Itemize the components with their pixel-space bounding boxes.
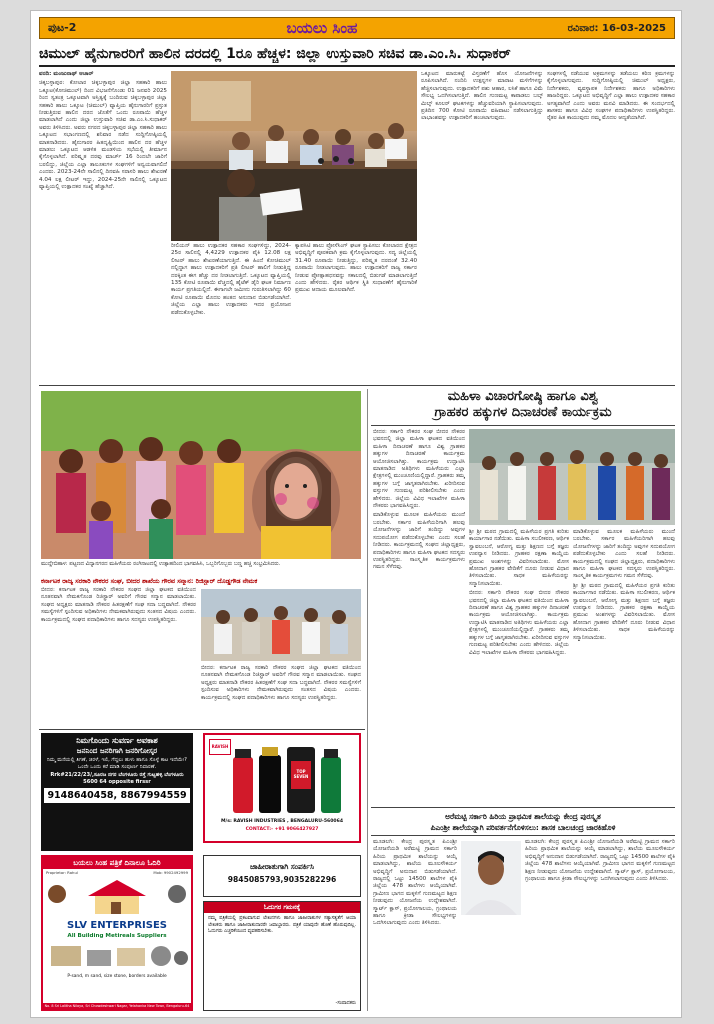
story4-text-2: ಮೂಡಲಗಿ: ಕೇಂದ್ರ ಪುರಸ್ಕೃತ ಪಿಎಂಶ್ರೀ ಯೋಜನೆಯಡಿ ಅರೆಮಟ್ಟಿ ಗ್ರಾಮದ ಸರ್ಕಾರಿ ಹಿರಿಯ ಪ್ರಾಥಮಿಕ ಶಾಲೆಯನ್ನು ಆಯ್ಕೆ ಮಾಡಲಾಗಿದ್ದು, ಶಾಲೆಯ ಮೂಲಸೌಕರ್ಯ ಅಭಿವೃದ್ಧಿಗೆ ಅನುದಾನ ಬಿಡುಗಡೆಯಾಗಿದೆ. ರಾಜ್ಯದಲ್ಲಿ ಒಟ್ಟು 14500 ಶಾಲೆಗಳ ಪೈಕಿ ಜಿಲ್ಲೆಯ 478 ಶಾಲೆಗಳು ಆಯ್ಕೆಯಾಗಿವೆ. ಗ್ರಾಮೀಣ ಭಾಗದ ಮಕ್ಕಳಿಗೆ ಗುಣಮಟ್ಟದ ಶಿಕ್ಷಣ ನೀಡುವುದು ಯೋಜನೆಯ ಉದ್ದೇಶವಾಗಿದೆ. ಸ್ಮಾರ್ಟ್ ಕ್ಲಾಸ್, ಪ್ರಯೋಗಾಲಯ, ಗ್ರಂಥಾಲಯ ಹಾಗೂ ಕ್ರೀಡಾ ಸೌಲಭ್ಯಗಳನ್ನು ಒದಗಿಸಲಾಗುವುದು ಎಂದು ತಿಳಿಸಿದರು. [525, 839, 675, 883]
lead-column-3 [295, 243, 417, 381]
slv-address: No. 8 Sri Lalitha Nilaya, Sri Chowdeshwari Nagar, Yelahanka New Town, Bengaluru-64 [44, 1004, 190, 1008]
story2-column-1 [373, 429, 465, 803]
lead-text-2: ರೀಲಿಯನ್ ಹಾಲು ಉತ್ಪಾದಕರ ಸಹಕಾರ ಸಂಘಗಳಿದ್ದು, 2024-25ರ ಸಾಲಿನಲ್ಲಿ 4,4229 ಉತ್ಪಾದಕರ ಪೈಕಿ 12.08 ಲಕ್ಷ ಲೀಟರ್ ಹಾಲು ಶೇಖರಣೆಯಾಗುತ್ತಿದೆ. ಈ ಹಿಂದೆ ಕೋಚಿಮುಲ್ ನಲ್ಲಿದ್ದಾಗ ಹಾಲು ಉತ್ಪಾದಕರಿಗೆ ಪ್ರತಿ ಲೀಟರ್ ಹಾಲಿಗೆ ನೀಡುತ್ತಿದ್ದ ದರಕ್ಕಿಂತ ಈಗ ಹೆಚ್ಚು ದರ ನೀಡಲಾಗುತ್ತಿದೆ. ಒಕ್ಕೂಟದ ವ್ಯಾಪ್ತಿಯಲ್ಲಿ 135 ಕೋಟಿ ರೂಪಾಯಿ ವೆಚ್ಚದಲ್ಲಿ ಹೈಟೆಕ್ ಡೈರಿ ಘಟಕ ನಿರ್ಮಾಣ ಕಾರ್ಯ ಪ್ರಗತಿಯಲ್ಲಿದೆ. ಈಗಾಗಲೇ ಜಮೀನು ಗುರುತಿಸಲಾಗಿದ್ದು 60 ಕೋಟಿ ರೂಪಾಯಿ ಮೊದಲ ಹಂತದ ಅನುದಾನ ಬಿಡುಗಡೆಯಾಗಿದೆ. ಜಿಲ್ಲೆಯ ಎಲ್ಲಾ ಹಾಲು ಉತ್ಪಾದಕರು ಇದರ ಪ್ರಯೋಜನ ಪಡೆದುಕೊಳ್ಳಬೇಕು. [171, 243, 291, 316]
story2-headline [371, 389, 675, 421]
pest-control-ad [41, 733, 193, 851]
headline-rule [39, 65, 675, 67]
lead-column-1 [39, 71, 167, 381]
lead-column-5 [547, 71, 675, 381]
story2-group-photo [469, 429, 675, 525]
portrait-illustration [461, 841, 521, 915]
slv-proprietor: Proprietor: Rahul [46, 870, 78, 875]
press-meet-illustration [171, 71, 417, 241]
story4-text-1: ಮೂಡಲಗಿ: ಕೇಂದ್ರ ಪುರಸ್ಕೃತ ಪಿಎಂಶ್ರೀ ಯೋಜನೆಯಡಿ ಅರೆಮಟ್ಟಿ ಗ್ರಾಮದ ಸರ್ಕಾರಿ ಹಿರಿಯ ಪ್ರಾಥಮಿಕ ಶಾಲೆಯನ್ನು ಆಯ್ಕೆ ಮಾಡಲಾಗಿದ್ದು, ಶಾಲೆಯ ಮೂಲಸೌಕರ್ಯ ಅಭಿವೃದ್ಧಿಗೆ ಅನುದಾನ ಬಿಡುಗಡೆಯಾಗಿದೆ. ರಾಜ್ಯದಲ್ಲಿ ಒಟ್ಟು 14500 ಶಾಲೆಗಳ ಪೈಕಿ ಜಿಲ್ಲೆಯ 478 ಶಾಲೆಗಳು ಆಯ್ಕೆಯಾಗಿವೆ. ಗ್ರಾಮೀಣ ಭಾಗದ ಮಕ್ಕಳಿಗೆ ಗುಣಮಟ್ಟದ ಶಿಕ್ಷಣ ನೀಡುವುದು ಯೋಜನೆಯ ಉದ್ದೇಶವಾಗಿದೆ. ಸ್ಮಾರ್ಟ್ ಕ್ಲಾಸ್, ಪ್ರಯೋಗಾಲಯ, ಗ್ರಂಥಾಲಯ ಹಾಗೂ ಕ್ರೀಡಾ ಸೌಲಭ್ಯಗಳನ್ನು ಒದಗಿಸಲಾಗುವುದು ಎಂದು ತಿಳಿಸಿದರು. [373, 839, 457, 927]
slv-house-illustration [43, 876, 191, 916]
masthead [39, 17, 675, 39]
lead-column-2 [171, 243, 291, 381]
svg-text:ॐ: ॐ [113, 884, 120, 892]
ravish-contact[interactable]: CONTACT:- +91 9066427927 [245, 827, 319, 832]
reader-notice-box [203, 901, 361, 1011]
story2-text-1b: ಮಾಡಿಕೊಳ್ಳುವ ಮೂಲಕ ಮಹಿಳೆಯರು ಮುಂದೆ ಬರಬೇಕು. ಸರ್ಕಾರ ಮಹಿಳೆಯರಿಗಾಗಿ ಹಲವು ಯೋಜನೆಗಳನ್ನು ಜಾರಿಗೆ ತಂದಿದ್ದು ಅವುಗಳ ಸದುಪಯೋಗ ಪಡೆದುಕೊಳ್ಳಬೇಕು ಎಂದು ಸಲಹೆ ನೀಡಿದರು. ಕಾರ್ಯಕ್ರಮದಲ್ಲಿ ಸಂಘದ ಜಿಲ್ಲಾಧ್ಯಕ್ಷರು, ಪದಾಧಿಕಾರಿಗಳು ಹಾಗೂ ಮಹಿಳಾ ಘಟಕದ ಸದಸ್ಯರು ಉಪಸ್ಥಿತರಿದ್ದರು. ಸಾಂಸ್ಕೃತಿಕ ಕಾರ್ಯಕ್ರಮಗಳು ಗಮನ ಸೆಳೆದವು. [373, 512, 465, 571]
holi-photo-caption: ಮುದ್ದೇಬಿಹಾಳ: ಪಟ್ಟಣದ ವಿದ್ಯಾನಗರದ ಮಹಿಳೆಯರು ರಂಗಿನಾಟದಲ್ಲಿ ಉತ್ಸಾಹದಿಂದ ಭಾಗವಹಿಸಿ, ಒಬ್ಬರಿಗೊಬ್ಬರು ಬಣ್ಣ ಹಚ್ಚಿ ಸಂಭ್ರಮಿಸಿದರು. [41, 561, 281, 567]
pest-ad-title: ನಿಮಗೊಂದು ಸುವರ್ಣ ಅವಕಾಶ [76, 736, 158, 745]
story4-column-1 [373, 839, 457, 1011]
story3-photo [201, 589, 361, 661]
ravish-logo: RAVISH [209, 739, 231, 755]
story4-column-2 [525, 839, 675, 1011]
felicitation-illustration [201, 589, 361, 661]
lead-column-4 [421, 71, 543, 381]
lead-text-5: ಸಂಘಗಳಲ್ಲಿ ನಡೆಯುವ ಅಕ್ರಮಗಳನ್ನು ತಡೆಯಲು ಕಠಿಣ ಕ್ರಮಗಳನ್ನು ಕೈಗೊಳ್ಳಲಾಗುವುದು. ಸುದ್ದಿಗೋಷ್ಠಿಯಲ್ಲಿ ಚಿಮುಲ್ ಅಧ್ಯಕ್ಷರು, ನಿರ್ದೇಶಕರು, ವ್ಯವಸ್ಥಾಪಕ ನಿರ್ದೇಶಕರು ಹಾಗೂ ಅಧಿಕಾರಿಗಳು ಹಾಜರಿದ್ದರು. ಒಕ್ಕೂಟದ ಅಭಿವೃದ್ಧಿಗೆ ಎಲ್ಲಾ ಹಾಲು ಉತ್ಪಾದಕರ ಸಹಕಾರ ಅಗತ್ಯವಾಗಿದೆ ಎಂದು ಅವರು ಮನವಿ ಮಾಡಿದರು. ಈ ಸಂದರ್ಭದಲ್ಲಿ ಶಾಸಕರು ಹಾಗೂ ವಿವಿಧ ಸಂಘಗಳ ಪದಾಧಿಕಾರಿಗಳು ಉಪಸ್ಥಿತರಿದ್ದರು. ರೈತರ ಹಿತ ಕಾಯುವುದು ನಮ್ಮ ಮೊದಲ ಆದ್ಯತೆಯಾಗಿದೆ. [547, 71, 675, 122]
story2-text-1: ಬೀದರ: ಸರ್ಕಾರಿ ನೌಕರರ ಸಂಘ ಬೀದರ ನೌಕರರ ಭವನದಲ್ಲಿ ಜಿಲ್ಲಾ ಮಹಿಳಾ ಘಟಕದ ವತಿಯಿಂದ ಮಹಿಳಾ ದಿನಾಚರಣೆ ಹಾಗೂ ವಿಶ್ವ ಗ್ರಾಹಕರ ಹಕ್ಕುಗಳ ದಿನಾಚರಣೆ ಕಾರ್ಯಕ್ರಮ ಆಯೋಜಿಸಲಾಗಿತ್ತು. ಕಾರ್ಯಕ್ರಮ ಉದ್ಘಾಟಿಸಿ ಮಾತನಾಡಿದ ಅತಿಥಿಗಳು ಮಹಿಳೆಯರು ಎಲ್ಲಾ ಕ್ಷೇತ್ರಗಳಲ್ಲಿ ಮುಂಚೂಣಿಯಲ್ಲಿದ್ದಾರೆ. ಗ್ರಾಹಕರು ತಮ್ಮ ಹಕ್ಕುಗಳ ಬಗ್ಗೆ ಜಾಗೃತರಾಗಿರಬೇಕು. ಖರೀದಿಸುವ ವಸ್ತುಗಳ ಗುಣಮಟ್ಟ ಪರಿಶೀಲಿಸಬೇಕು ಎಂದು ಹೇಳಿದರು. ಜಿಲ್ಲೆಯ ವಿವಿಧ ಇಲಾಖೆಗಳ ಮಹಿಳಾ ನೌಕರರು ಭಾಗವಹಿಸಿದ್ದರು. [373, 429, 465, 510]
lead-byline: ವರದಿ: ಮಂಜುನಾಥ್ ಆಚಾರ್ [39, 71, 94, 77]
story3-text: ಬೀದರ: ಕರ್ನಾಟಕ ರಾಜ್ಯ ಸರಕಾರಿ ನೌಕರರ ಸಂಘದ ಜಿಲ್ಲಾ ಘಟಕದ ವತಿಯಿಂದ ನೂತನವಾಗಿ ನೇಮಕಗೊಂಡ ರಿಜಿಸ್ಟ್ರಾರ್ ಅವರಿಗೆ ಗೌರವ ಸನ್ಮಾನ ಮಾಡಲಾಯಿತು. ಸಂಘದ ಅಧ್ಯಕ್ಷರು ಮಾತನಾಡಿ ನೌಕರರ ಹಿತರಕ್ಷಣೆಗೆ ಸಂಘ ಸದಾ ಬದ್ಧವಾಗಿದೆ. ನೌಕರರ ಸಮಸ್ಯೆಗಳಿಗೆ ಸ್ಪಂದಿಸುವ ಅಧಿಕಾರಿಗಳು ನೇಮಕವಾಗಿರುವುದು ಸಂತಸದ ವಿಷಯ ಎಂದರು. ಕಾರ್ಯಕ್ರಮದಲ್ಲಿ ಸಂಘದ ಪದಾಧಿಕಾರಿಗಳು ಹಾಗೂ ಸದಸ್ಯರು ಉಪಸ್ಥಿತರಿದ್ದರು. [41, 587, 196, 623]
story4-rule [371, 835, 675, 836]
ads-divider [39, 729, 365, 730]
story2-text-2b: ಬೀದರ: ಸರ್ಕಾರಿ ನೌಕರರ ಸಂಘ ಬೀದರ ನೌಕರರ ಭವನದಲ್ಲಿ ಜಿಲ್ಲಾ ಮಹಿಳಾ ಘಟಕದ ವತಿಯಿಂದ ಮಹಿಳಾ ದಿನಾಚರಣೆ ಹಾಗೂ ವಿಶ್ವ ಗ್ರಾಹಕರ ಹಕ್ಕುಗಳ ದಿನಾಚರಣೆ ಕಾರ್ಯಕ್ರಮ ಆಯೋಜಿಸಲಾಗಿತ್ತು. ಕಾರ್ಯಕ್ರಮ ಉದ್ಘಾಟಿಸಿ ಮಾತನಾಡಿದ ಅತಿಥಿಗಳು ಮಹಿಳೆಯರು ಎಲ್ಲಾ ಕ್ಷೇತ್ರಗಳಲ್ಲಿ ಮುಂಚೂಣಿಯಲ್ಲಿದ್ದಾರೆ. ಗ್ರಾಹಕರು ತಮ್ಮ ಹಕ್ಕುಗಳ ಬಗ್ಗೆ ಜಾಗೃತರಾಗಿರಬೇಕು. ಖರೀದಿಸುವ ವಸ್ತುಗಳ ಗುಣಮಟ್ಟ ಪರಿಶೀಲಿಸಬೇಕು ಎಂದು ಹೇಳಿದರು. ಜಿಲ್ಲೆಯ ವಿವಿಧ ಇಲಾಖೆಗಳ ಮಹಿಳಾ ನೌಕರರು ಭಾಗವಹಿಸಿದ್ದರು. [469, 590, 569, 656]
slv-company: SLV ENTERPRISES [67, 920, 167, 931]
story3-text-cont: ಬೀದರ: ಕರ್ನಾಟಕ ರಾಜ್ಯ ಸರಕಾರಿ ನೌಕರರ ಸಂಘದ ಜಿಲ್ಲಾ ಘಟಕದ ವತಿಯಿಂದ ನೂತನವಾಗಿ ನೇಮಕಗೊಂಡ ರಿಜಿಸ್ಟ್ರಾರ್ ಅವರಿಗೆ ಗೌರವ ಸನ್ಮಾನ ಮಾಡಲಾಯಿತು. ಸಂಘದ ಅಧ್ಯಕ್ಷರು ಮಾತನಾಡಿ ನೌಕರರ ಹಿತರಕ್ಷಣೆಗೆ ಸಂಘ ಸದಾ ಬದ್ಧವಾಗಿದೆ. ನೌಕರರ ಸಮಸ್ಯೆಗಳಿಗೆ ಸ್ಪಂದಿಸುವ ಅಧಿಕಾರಿಗಳು ನೇಮಕವಾಗಿರುವುದು ಸಂತಸದ ವಿಷಯ ಎಂದರು. ಕಾರ್ಯಕ್ರಮದಲ್ಲಿ ಸಂಘದ ಪದಾಧಿಕಾರಿಗಳು ಹಾಗೂ ಸದಸ್ಯರು ಉಪಸ್ಥಿತರಿದ್ದರು. [201, 665, 361, 701]
womens-event-illustration [469, 429, 675, 525]
column-divider [367, 389, 368, 1011]
story3-body [41, 587, 196, 725]
lead-headline: ಚಿಮುಲ್ ಹೈನುಗಾರರಿಗೆ ಹಾಲಿನ ದರದಲ್ಲಿ 1ರೂ ಹೆಚ್ಚಳ: ಜಿಲ್ಲಾ ಉಸ್ತುವಾರಿ ಸಚಿವ ಡಾ.ಎಂ.ಸಿ. ಸುಧಾಕರ್ [39, 46, 511, 62]
lead-text-1: ಚಿಕ್ಕಬಳ್ಳಾಪುರ: ಕೋಲಾರ ಚಿಕ್ಕಬಳ್ಳಾಪುರ ಜಿಲ್ಲಾ ಸಹಕಾರಿ ಹಾಲು ಒಕ್ಕೂಟ(ಕೋಚಿಮುಲ್) ದಿಂದ ವಿಭಜನೆಗೊಂಡು 01 ಜನವರಿ 2025 ರಿಂದ ಸ್ವತಂತ್ರ ಒಕ್ಕೂಟವಾಗಿ ಅಸ್ತಿತ್ವಕ್ಕೆ ಬಂದಿರುವ ಚಿಕ್ಕಬಳ್ಳಾಪುರ ಜಿಲ್ಲಾ ಸಹಕಾರಿ ಹಾಲು ಒಕ್ಕೂಟ (ಚಿಮುಲ್) ವ್ಯಾಪ್ತಿಯ ಹೈನುಗಾರರಿಗೆ ಪ್ರಸ್ತುತ ನೀಡುತ್ತಿರುವ ಹಾಲಿನ ದರದ ಜೊತೆಗೆ ಒಂದು ರೂಪಾಯಿ ಹೆಚ್ಚಳ ಮಾಡಲಾಗಿದೆ ಎಂದು ಜಿಲ್ಲಾ ಉಸ್ತುವಾರಿ ಸಚಿವ ಡಾ.ಎಂ.ಸಿ.ಸುಧಾಕರ್ ಅವರು ತಿಳಿಸಿದರು. ಅವರು ನಗರದ ಚಿಕ್ಕಬಳ್ಳಾಪುರ ಜಿಲ್ಲಾ ಸಹಕಾರಿ ಹಾಲು ಒಕ್ಕೂಟದ ಸಭಾಂಗಣದಲ್ಲಿ ಶನಿವಾರ ನಡೆದ ಸುದ್ದಿಗೋಷ್ಠಿಯಲ್ಲಿ ಮಾತನಾಡಿದರು. ಹೈನುಗಾರರ ಹಿತದೃಷ್ಟಿಯಿಂದ ಹಾಲಿನ ದರ ಹೆಚ್ಚಳ ಮಾಡಲು ಒಕ್ಕೂಟದ ಆಡಳಿತ ಮಂಡಳಿಯ ಸಭೆಯಲ್ಲಿ ತೀರ್ಮಾನ ಕೈಗೊಳ್ಳಲಾಗಿದೆ. ಪರಿಷ್ಕೃತ ದರವು ಮಾರ್ಚ್ 16 ರಿಂದಲೇ ಜಾರಿಗೆ ಬರಲಿದ್ದು, ಜಿಲ್ಲೆಯ ಎಲ್ಲಾ ತಾಲೂಕುಗಳ ಸಂಘಗಳಿಗೆ ಅನ್ವಯವಾಗಲಿದೆ ಎಂದರು. 2023-24ನೇ ಸಾಲಿನಲ್ಲಿ ದಿನವಹಿ ಸರಾಸರಿ ಹಾಲು ಶೇಖರಣೆ 4.04 ಲಕ್ಷ ಲೀಟರ್ ಇದ್ದು, 2024-25ನೇ ಸಾಲಿನಲ್ಲಿ ಒಕ್ಕೂಟದ ವ್ಯಾಪ್ತಿಯಲ್ಲಿ ಉತ್ಪಾದಕರ ಸಂಖ್ಯೆ ಹೆಚ್ಚಾಗಿದೆ. [39, 80, 167, 191]
notice-title: ಓದುಗರ ಗಮನಕ್ಕೆ [204, 902, 360, 913]
subscribe-banner: ಬಯಲು ಸಿಂಹ ಪತ್ರಿಕೆ ದಿನಾಲೂ ಓದಿರಿ [43, 857, 191, 869]
story4-headline-line1: ಅರೆಮಟ್ಟಿ ಸರ್ಕಾರಿ ಹಿರಿಯ ಪ್ರಾಥಮಿಕ ಶಾಲೆಯನ್ನು ಕೇಂದ್ರ ಪುರಸ್ಕೃತ [445, 812, 601, 821]
story2-headline-line1: ಮಹಿಳಾ ವಿಚಾರಗೋಷ್ಠಿ ಹಾಗೂ ವಿಶ್ವ [447, 389, 599, 404]
lead-text-4: ಒಕ್ಕೂಟದ ಮಾರುಕಟ್ಟೆ ವಿಸ್ತರಣೆಗೆ ಹೊಸ ಯೋಜನೆಗಳನ್ನು ರೂಪಿಸಲಾಗಿದೆ. ನಂದಿನಿ ಉತ್ಪನ್ನಗಳ ಮಾರಾಟ ಮಳಿಗೆಗಳನ್ನು ಹೆಚ್ಚಿಸಲಾಗುವುದು. ಉತ್ಪಾದಕರಿಗೆ ಪಶು ಆಹಾರ, ಲಸಿಕೆ ಹಾಗೂ ವಿಮೆ ಸೌಲಭ್ಯ ಒದಗಿಸಲಾಗುತ್ತಿದೆ. ಹಾಲಿನ ಗುಣಮಟ್ಟ ಕಾಪಾಡಲು ಬಲ್ಕ್ ಮಿಲ್ಕ್ ಕೂಲರ್ ಘಟಕಗಳನ್ನು ಹೆಚ್ಚುವರಿಯಾಗಿ ಸ್ಥಾಪಿಸಲಾಗುವುದು. ಪ್ರತಿದಿನ 700 ಕೋಟಿ ರೂಪಾಯಿ ವಹಿವಾಟು ನಡೆಸಲಾಗುತ್ತಿದ್ದು ಲಾಭಾಂಶವನ್ನು ಉತ್ಪಾದಕರಿಗೆ ಹಂಚಲಾಗುವುದು. [421, 71, 543, 122]
story4-top-rule [371, 807, 675, 808]
top-seven-label: TOP SEVEN [293, 769, 309, 779]
story3-continued [201, 665, 361, 725]
newspaper-title: ಬಯಲು ಸಿಂಹ [286, 19, 358, 37]
slv-goods: P-sand, m sand, size stone, borders available [67, 974, 167, 979]
holi-celebration-photo [41, 391, 361, 559]
advertise-title: ಜಾಹೀರಾತುಗಾಗಿ ಸಂಪರ್ಕಿಸಿ [250, 862, 314, 871]
notice-body: ನಮ್ಮ ಪತ್ರಿಕೆಯಲ್ಲಿ ಪ್ರಕಟವಾಗುವ ಲೇಖನಗಳು ಹಾಗೂ ಜಾಹೀರಾತುಗಳ ಸತ್ಯಾಸತ್ಯತೆಗೆ ಆಯಾ ಲೇಖಕರು ಹಾಗೂ ಜಾಹೀರಾತುದಾರರೇ ಜವಾಬ್ದಾರರು. ಪತ್ರಿಕೆ ಯಾವುದೇ ಹೊಣೆ ಹೊರುವುದಿಲ್ಲ. ಓದುಗರು ಎಚ್ಚರಿಕೆಯಿಂದ ವ್ಯವಹರಿಸಬೇಕು. [208, 916, 356, 935]
story2-column-2 [469, 529, 569, 803]
pest-ad-body: ನಿಮ್ಮ ಮನೆಯಲ್ಲಿ ತಿಗಣೆ, ಜಿರಳೆ, ಇಲಿ, ಗೆದ್ದಲು ಹುಳು ಹಾಗೂ ಸೊಳ್ಳೆ ಕಾಟ ಇದೆಯೇ? ಒಂದೇ ಒಂದು ಕರೆ ಮಾಡಿ ಸಂಪೂರ್ಣ ನಿವಾರಣೆ. [47, 757, 187, 770]
slv-mobile: Mob: 9902492999 [153, 870, 188, 875]
story4-headline [371, 811, 675, 833]
pest-ad-address: Rrk#21/22/23/,ಸೂರಜ ನಗರ ಬೆಂಗಳೂರು ರಸ್ತೆ ಗುಟ್ಟಹಳ್ಳಿ ಬೆಂಗಳೂರು 5600 64 opposite firssr [50, 772, 184, 785]
advertise-phones[interactable]: 9845085793,9035282296 [227, 875, 337, 884]
story2-headline-line2: ಗ್ರಾಹಕರ ಹಕ್ಕುಗಳ ದಿನಾಚರಣೆ ಕಾರ್ಯಕ್ರಮ [434, 405, 612, 420]
mla-portrait-photo [461, 841, 521, 915]
lead-photo-press-meet [171, 71, 417, 241]
newspaper-page [30, 10, 682, 1018]
slv-tagline: All Building Metireals Suppliers [67, 933, 167, 939]
section-divider [39, 385, 675, 386]
pest-ad-subtitle: ಜನನಿಂದ ಜನರಿಗಾಗಿ ಜನರಿಗೋಸ್ಕರ [76, 746, 158, 755]
story2-text-2: ಶ್ರೀ ಶ್ರೀ ಮಠದ ಗ್ರಾಮದಲ್ಲಿ ಮಹಿಳೆಯರ ಪ್ರಗತಿ ಕುರಿತು ಕಾರ್ಯಾಗಾರ ನಡೆಯಿತು. ಮಹಿಳಾ ಸಬಲೀಕರಣ, ಆರ್ಥಿಕ ಸ್ವಾವಲಂಬನೆ, ಆರೋಗ್ಯ ಮತ್ತು ಶಿಕ್ಷಣದ ಬಗ್ಗೆ ತಜ್ಞರು ಉಪನ್ಯಾಸ ನೀಡಿದರು. ಗ್ರಾಹಕರ ರಕ್ಷಣಾ ಕಾಯ್ದೆಯ ಪ್ರಮುಖ ಅಂಶಗಳನ್ನು ವಿವರಿಸಲಾಯಿತು. ಮೋಸ ಹೋದಾಗ ಗ್ರಾಹಕರ ವೇದಿಕೆಗೆ ದೂರು ನೀಡುವ ವಿಧಾನ ತಿಳಿಸಲಾಯಿತು. ಸಾಧಕ ಮಹಿಳೆಯರನ್ನು ಸನ್ಮಾನಿಸಲಾಯಿತು. [469, 529, 569, 587]
advertise-contact-box [203, 855, 361, 897]
ravish-industries-ad [203, 733, 361, 843]
holi-illustration [41, 391, 361, 559]
slv-enterprises-ad [41, 855, 193, 1011]
story4-headline-line2: ಪಿಎಂಶ್ರೀ ಶಾಲೆಯನ್ನಾಗಿ ಪರಿವರ್ತನೆಗೊಳಿಸಲು: ಶಾಸಕ ಬಾಲಚಂದ್ರ ಜಾರಕಿಹೊಳಿ [430, 823, 616, 832]
lead-text-3: ಕ್ಯಾಪಸಿಟಿ ಹಾಲು ಪ್ರೋಸೆಸಿಂಗ್ ಘಟಕ ಸ್ಥಾಪಿಸಲು ಕೋಲಾರದ ಕ್ಷೇತ್ರದ ಅಭಿವೃದ್ಧಿಗೆ ಪೂರಕವಾಗಿ ಕ್ರಮ ಕೈಗೊಳ್ಳಲಾಗುವುದು. ಸದ್ಯ ಜಿಲ್ಲೆಯಲ್ಲಿ 31.40 ರೂಪಾಯಿ ನೀಡುತ್ತಿದ್ದು, ಪರಿಷ್ಕೃತ ದರದಂತೆ 32.40 ರೂಪಾಯಿ ನೀಡಲಾಗುವುದು. ಹಾಲು ಉತ್ಪಾದಕರಿಗೆ ರಾಜ್ಯ ಸರ್ಕಾರ ನೀಡುವ ಪ್ರೋತ್ಸಾಹಧನವನ್ನು ಸಕಾಲದಲ್ಲಿ ಬಿಡುಗಡೆ ಮಾಡಲಾಗುತ್ತಿದೆ ಎಂದು ಹೇಳಿದರು. ರೈತರ ಆರ್ಥಿಕ ಸ್ಥಿತಿ ಸುಧಾರಣೆಗೆ ಹೈನುಗಾರಿಕೆ ಪ್ರಮುಖ ಆದಾಯ ಮೂಲವಾಗಿದೆ. [295, 243, 417, 294]
story3-headline: ಕರ್ನಾಟಕ ರಾಜ್ಯ ಸರಕಾರಿ ನೌಕರರ ಸಂಘ, ಬೀದರ ಶಾಖೆಯ ಗೌರವ ಸನ್ಮಾನ: ರಿಜಿಸ್ಟ್ರಾರ್ ದೊಡ್ಡಗೌಡ ನೇಮಕ [41, 577, 258, 585]
story2-rule [371, 425, 675, 426]
story2-column-3 [573, 529, 675, 803]
notice-signature: -ಸಂಪಾದಕರು [335, 1001, 356, 1006]
pest-ad-phone[interactable]: 9148640458, 8867994559 [44, 788, 190, 803]
ravish-company: M/s: RAVISH INDUSTRIES , BENGALURU-560064 [220, 819, 344, 824]
building-materials-illustration [43, 940, 191, 970]
page-number: ಪುಟ-2 [48, 21, 77, 34]
story2-text-3b: ಶ್ರೀ ಶ್ರೀ ಮಠದ ಗ್ರಾಮದಲ್ಲಿ ಮಹಿಳೆಯರ ಪ್ರಗತಿ ಕುರಿತು ಕಾರ್ಯಾಗಾರ ನಡೆಯಿತು. ಮಹಿಳಾ ಸಬಲೀಕರಣ, ಆರ್ಥಿಕ ಸ್ವಾವಲಂಬನೆ, ಆರೋಗ್ಯ ಮತ್ತು ಶಿಕ್ಷಣದ ಬಗ್ಗೆ ತಜ್ಞರು ಉಪನ್ಯಾಸ ನೀಡಿದರು. ಗ್ರಾಹಕರ ರಕ್ಷಣಾ ಕಾಯ್ದೆಯ ಪ್ರಮುಖ ಅಂಶಗಳನ್ನು ವಿವರಿಸಲಾಯಿತು. ಮೋಸ ಹೋದಾಗ ಗ್ರಾಹಕರ ವೇದಿಕೆಗೆ ದೂರು ನೀಡುವ ವಿಧಾನ ತಿಳಿಸಲಾಯಿತು. ಸಾಧಕ ಮಹಿಳೆಯರನ್ನು ಸನ್ಮಾನಿಸಲಾಯಿತು. [573, 582, 675, 641]
issue-date: ರವಿವಾರ: 16-03-2025 [567, 22, 666, 34]
story2-text-3: ಮಾಡಿಕೊಳ್ಳುವ ಮೂಲಕ ಮಹಿಳೆಯರು ಮುಂದೆ ಬರಬೇಕು. ಸರ್ಕಾರ ಮಹಿಳೆಯರಿಗಾಗಿ ಹಲವು ಯೋಜನೆಗಳನ್ನು ಜಾರಿಗೆ ತಂದಿದ್ದು ಅವುಗಳ ಸದುಪಯೋಗ ಪಡೆದುಕೊಳ್ಳಬೇಕು ಎಂದು ಸಲಹೆ ನೀಡಿದರು. ಕಾರ್ಯಕ್ರಮದಲ್ಲಿ ಸಂಘದ ಜಿಲ್ಲಾಧ್ಯಕ್ಷರು, ಪದಾಧಿಕಾರಿಗಳು ಹಾಗೂ ಮಹಿಳಾ ಘಟಕದ ಸದಸ್ಯರು ಉಪಸ್ಥಿತರಿದ್ದರು. ಸಾಂಸ್ಕೃತಿಕ ಕಾರ್ಯಕ್ರಮಗಳು ಗಮನ ಸೆಳೆದವು. [573, 529, 675, 580]
